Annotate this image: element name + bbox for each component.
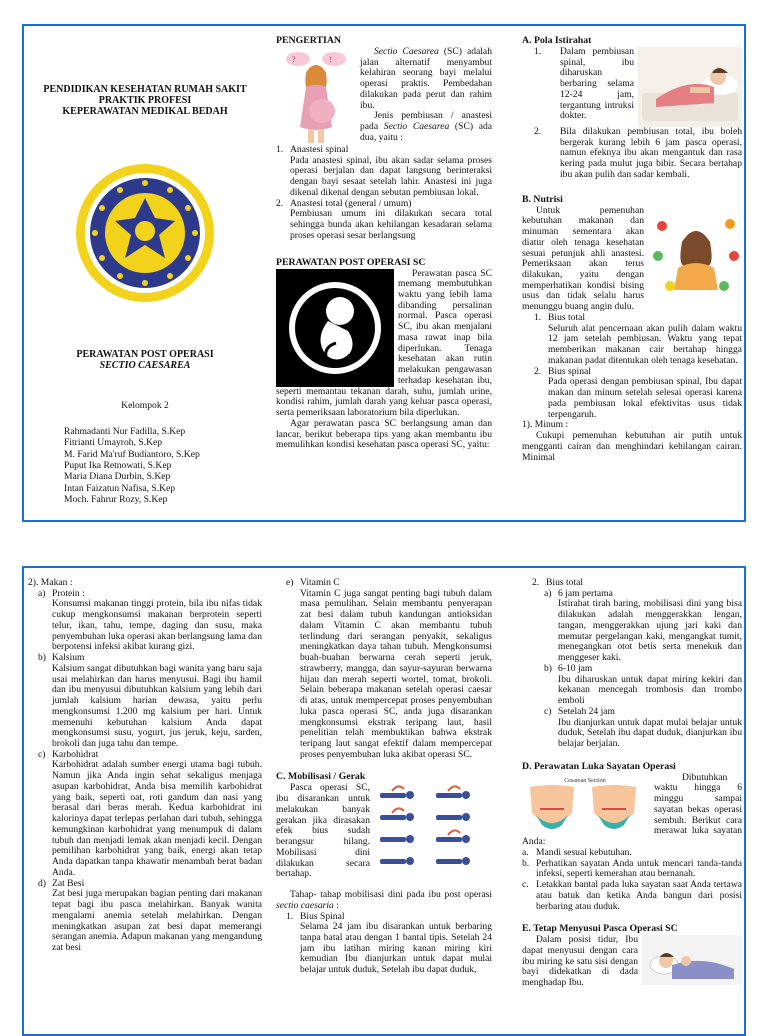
member-list [28, 426, 262, 505]
item-text: Ibu dianjurkan untuk dapat mulai belajar untuk duduk, Setelah ibu dapat duduk, dianjurkan ibu belajar berjalan. [558, 716, 742, 750]
list-item [522, 848, 742, 859]
luka-column [518, 568, 746, 1034]
item-text: Kalsium sangat dibutuhkan bagi wanita yang baru saja usai melahirkan dan harus menyusui. Bagi ibu hamil dan ibu menyusui dibutuhkan kalsium yang lebih dari jumlah kalsium harian dewasa, yaitu perlu mengkonsumsi 1.200 mg kalsium per hari. Untuk memenuhi kebutuhan kalsium Anda dapat mengkonsumsi susu, yogurt, jus jeruk, keju, sarden, brokoli dan juga tahu dan tempe. [52, 662, 262, 750]
cover-title-line: PENDIDIKAN KESEHATAN RUMAH SAKIT [43, 84, 247, 95]
item-title: Setelah 24 jam [558, 705, 616, 717]
term: Sectio Caesarea [374, 45, 439, 57]
list-item [28, 653, 262, 750]
perawatan-paragraph: Perawatan pasca SC memang membutuhkan waktu yang lebih lama dibanding persalinan normal. Pasca operasi SC, ibu akan menjalani masa rawat inap bila diperlukan. Tenaga kesehatan akan rutin melakukan pengawasan terhadap kesehatan ibu, seperti memantau tekanan darah, suhu, jumlah urine, kondisi rahim, jumlah darah yang keluar pasca operasi, serta pemeriksaan laboratorium bila diperlukan. [276, 267, 492, 419]
item-title: Protein : [52, 587, 85, 599]
item-number: c) [544, 705, 552, 717]
list-item [276, 199, 492, 242]
list-item [522, 707, 742, 750]
item-title: Anastesi spinal [290, 143, 349, 155]
list-item [522, 313, 742, 367]
mobilisasi-paragraph: Pasca operasi SC, ibu disarankan untuk melakukan banyak gerakan jika dirasakan efek bius sudah berangsur hilang. Mobilisasi dini dilakukan secara bertahap. [276, 782, 370, 880]
item-title: Zat Besi [52, 877, 85, 889]
svg-text:?: ? [292, 54, 296, 64]
item-number: 2. [276, 197, 284, 209]
item-number: c. [522, 879, 529, 891]
list-item [28, 589, 262, 653]
term: sectio caesaria [276, 899, 334, 911]
item-title: 6 jam pertama [558, 587, 613, 599]
nutrisi-paragraph: Untuk pemenuhan kebutuhan makanan dan minuman sementara akan diatur oleh tenaga kesehatan sesuai petunjuk ahli anastesi. Pemeriksaan akan terus dilakukan, yaitu dengan memperhatikan kondisi bising usus dan tidak selalu harus menunggu buang angin dulu. [522, 204, 644, 313]
item-number: b) [38, 652, 46, 664]
list-item [522, 859, 742, 880]
item-number: 1. [276, 143, 284, 155]
item-text: Mandi sesuai kebutuhan. [536, 846, 632, 858]
item-title: Kalsium [52, 652, 85, 664]
luka-paragraph: Dibutuhkan waktu hingga 6 minggu sampai sayatan bekas operasi sembuh. Berikut cara merawat luka sayatan Anda: [522, 771, 742, 848]
item-text: Pada operasi dengan pembiusan spinal, Ibu dapat makan dan minum setelah selesai operasi karena pada pembiusan lokal efektivitas usus tidak terpengaruh. [548, 376, 742, 420]
member-name: Moch. Fahrur Rozy, S.Kep [64, 493, 168, 505]
list-item [28, 750, 262, 879]
item-number: e) [286, 577, 294, 588]
item-title: Bius total [546, 577, 584, 588]
item-title: Anastesi total (general / umum) [290, 197, 412, 209]
item-text: Vitamin C juga sangat penting bagi tubuh dalam masa pemulihan. Selain membantu penyerapan zat besi dalam tubuh kandungan antioksidan dalam Vitamin C akan membantu tubuh terlindung dari serangan penyakit, sekaligus meningkatkan daya tahan tubuh. Mengkonsumsi buah-buahan berwarna cerah seperti jeruk, strawberry, mangga, dan sayur-sayuran berwarna hijau dan merah seperti wortel, tomat, brokoli. Selain beberapa makanan setelah operasi caesar di atas, untuk mempercepat proses penyembuhan luka pasca operasi SC, anda juga disarankan mengkonsumsi ekstrak teripang laut, hasil penelitian telah membuktikan bahwa ekstrak teripang laut sangat efektif dalam mempercepat proses penyembuhan luka akibat operasi SC. [300, 587, 492, 760]
section-heading: D. Perawatan Luka Sayatan Operasi [522, 760, 676, 772]
resting-woman-image [638, 47, 742, 127]
item-title: Bius Spinal [300, 910, 345, 922]
item-text: Istirahat tirah baring, mobilisasi dini yang bisa dilakukan adalah menggerakkan lengan, tangan, menggerakkan ujung jari kaki dan memutar pergelangan kaki, mengangkat tumit, menegangkan otot betis serta menekuk dan menggeser kaki. [558, 598, 742, 664]
item-text: Dalam pembiusan spinal, ibu diharuskan berbaring selama 12-24 jam, tergantung intruksi dokter. [560, 45, 634, 122]
item-number: 1. [286, 910, 294, 922]
list-item [522, 367, 742, 421]
makan-column [24, 568, 266, 1034]
exercise-illustration [374, 783, 492, 875]
item-number: c) [38, 748, 46, 760]
section-heading: A. Pola Istirahat [522, 35, 592, 46]
item-title: Vitamin C [300, 577, 340, 588]
item-number: a) [38, 587, 46, 599]
item-text: Perhatikan sayatan Anda untuk mencari tanda-tanda infeksi, seperti kemerahan atau bernanah. [536, 857, 742, 880]
list-item [522, 880, 742, 912]
member-name: Maria Diana Durbin, S.Kep [64, 471, 171, 483]
section-heading: E. Tetap Menyusui Pasca Operasi SC [522, 923, 678, 935]
mobilisasi-column [272, 568, 496, 1034]
list-item [522, 589, 742, 664]
perawatan-paragraph: Agar perawatan pasca SC berlangsung aman dan lancar, berikut beberapa tips yang akan membantu ibu memulihkan kondisi kesehatan pasca operasi SC, yaitu: [276, 417, 492, 451]
cover-subtitle: PERAWATAN POST OPERASI [76, 349, 214, 360]
university-logo [75, 163, 215, 303]
brochure-page-back [22, 566, 746, 1036]
item-text: Karbohidrat adalah sumber energi utama bagi tubuh. Namun jika Anda ingin sehat sekaligus menjaga asupan karbohidrat, Anda bisa memilih karbohidrat yang baik, seperti oat, roti gandum dan nasi yang berasal dari beras merah. Kedua karbohidrat ini kalorinya dapat terlepas perlahan dari tubuh, sehingga kemungkinan karbohidrat yang menumpuk di dalam tubuh dan menjadi lemak akan menjadi kecil. Dengan pemilihan karbohidrat yang baik, energi akan tetap Anda dapatkan tanpa khawatir menambah berat badan Anda. [52, 759, 262, 878]
item-text: Selama 24 jam ibu disarankan untuk berbaring tanpa batal atau dengan 1 bantal tipis. Setelah 24 jam ibu latihan miring kanan miring kiri kemudian Ibu dianjurkan untuk dapat mulai belajar untuk duduk, Setelah ibu dapat duduk, [300, 921, 492, 976]
list-item [522, 578, 742, 589]
cover-title [28, 84, 262, 117]
section-heading: PENGERTIAN [276, 35, 341, 46]
item-text: Konsumsi makanan tinggi protein, bila ibu nifas tidak cukup mengkonsumsi makanan berprotein seperti telur, ikan, tahu, tempe, daging dan susu, maka penyembuhan luka operasi akan berlangsung lama dan berpotensi infeksi akibat kurang gizi. [52, 598, 262, 653]
healthy-food-image [650, 206, 742, 298]
text: (SC) adalah jalan alternatif menyambut kelahiran seorang bayi melalui operasi praktis. Pembedahan dilakukan pada perut dan rahim ibu. [360, 45, 492, 111]
member-name: Intan Faizatun Nafisa, S.Kep [64, 482, 176, 494]
item-number: 2. [534, 125, 542, 137]
section-heading: PERAWATAN POST OPERASI SC [276, 256, 426, 268]
brochure-page-front [22, 24, 746, 522]
item-number: a) [544, 587, 552, 599]
pengertian-column [272, 26, 496, 520]
item-text: Letakkan bantal pada luka sayatan saat Anda tertawa atau batuk dan ketika Anda bangun dari posisi berbaring atau duduk. [536, 879, 742, 912]
item-number: b. [522, 857, 530, 869]
minum-paragraph: Cukupi pemenuhan kebutuhan air putih untuk mengganti cairan dan menghindari kehilangan cairan. Minimal [522, 430, 742, 463]
pregnant-woman-image [276, 47, 354, 145]
svg-text:!: ! [329, 54, 332, 64]
menyusui-paragraph: Dalam posisi tidur, Ibu dapat menyusui dengan cara ibu miring ke satu sisi dengan bayi didekatkan di dada menghadap Ibu. [522, 934, 638, 989]
item-text: Ibu diharuskan untuk dapat miring kekiri dan kekanan mencegah trombosis dan trombo emboli [558, 673, 742, 707]
fetus-icon [276, 269, 394, 387]
list-item [276, 912, 492, 976]
breastfeeding-image [642, 935, 742, 985]
list-item [276, 578, 492, 760]
item-title: 6-10 jam [558, 662, 593, 674]
section-heading: C. Mobilisasi / Gerak [276, 771, 366, 783]
item-text: Zat besi juga merupakan bagian penting dari makanan tepat bagi ibu pasca melahirkan. Banyak wanita mengalami anemia setelah melahirkan. Dengan meningkatkan asupan zat besi dapat memerangi serangan anemia. Adapun makanan yang mengandung zat besi [52, 888, 262, 953]
cover-title-line: PRAKTIK PROFESI [98, 95, 192, 106]
text: : [333, 899, 339, 911]
item-text: Pada anastesi spinal, ibu akan sadar selama proses operasi berjalan dan dapat langsung berinteraksi dengan bayi sesaat setelah lahir. Anastesi ini juga dikenal dikenal dengan sebutan pembiusan lokal. [290, 154, 492, 198]
list-item [522, 47, 634, 122]
item-number: 1. [534, 311, 542, 323]
item-number: 2. [534, 365, 542, 377]
cover-subtitle-italic: SECTIO CAESAREA [99, 360, 191, 372]
member-name: Rahmadanti Nur Fadilla, S.Kep [64, 426, 186, 438]
item-title: Bius spinal [548, 365, 591, 377]
text: Tahap- tahap mobilisasi dini pada ibu post operasi [290, 889, 492, 901]
group-name: Kelompok 2 [121, 400, 169, 412]
tips-column [518, 26, 746, 520]
list-item [522, 127, 742, 181]
item-number: 2. [532, 577, 540, 588]
section-heading: 2). Makan : [28, 577, 73, 588]
text: (SC) ada dua, yaitu : [360, 121, 493, 143]
item-number: 1. [534, 45, 542, 57]
cesarean-section-image [522, 773, 648, 837]
list-item [522, 664, 742, 707]
item-number: a. [522, 846, 529, 858]
member-name: Puput Ika Retnowati, S.Kep [64, 460, 172, 472]
item-text: Seluruh alat pencernaan akan pulih dalam waktu 12 jam setelah pembiusan. Waktu yang tepat memberikan makanan cair bertahap hingga makanan padat ditentukan oleh tenaga kesehatan. [548, 322, 742, 366]
cover-column [24, 26, 266, 520]
minum-title: 1). Minum : [522, 419, 569, 431]
list-item [28, 879, 262, 954]
mobilisasi-paragraph [276, 890, 492, 911]
member-name: Fitrianti Umayroh, S.Kep [64, 437, 163, 449]
list-item [276, 145, 492, 199]
item-title: Karbohidrat [52, 748, 99, 760]
term: Sectio Caesarea [383, 121, 450, 133]
item-text: Bila dilakukan pembiusan total, ibu boleh bergerak kurang lebih 6 jam pasca operasi, namun efeknya ibu akan mengantuk dan rasa kering pada mulut juga bibir. Secara bertahap ibu akan pulih dan sadar kembali. [560, 125, 742, 180]
item-number: d) [38, 877, 46, 889]
member-name: M. Farid Ma'ruf Budiantoro, S.Kep [64, 448, 200, 460]
item-text: Pembiusan umum ini dilakukan secara total sehingga bunda akan kehilangan kesadaran selama proses operasi sesar berlangsung [290, 208, 492, 241]
item-title: Bius total [548, 311, 586, 323]
section-heading: B. Nutrisi [522, 193, 563, 205]
figure-caption: Cesarean Section [564, 777, 606, 784]
text: Jenis pembiusan / anastesi pada [360, 110, 492, 133]
item-number: b) [544, 662, 552, 674]
cover-title-line: KEPERAWATAN MEDIKAL BEDAH [62, 106, 228, 117]
